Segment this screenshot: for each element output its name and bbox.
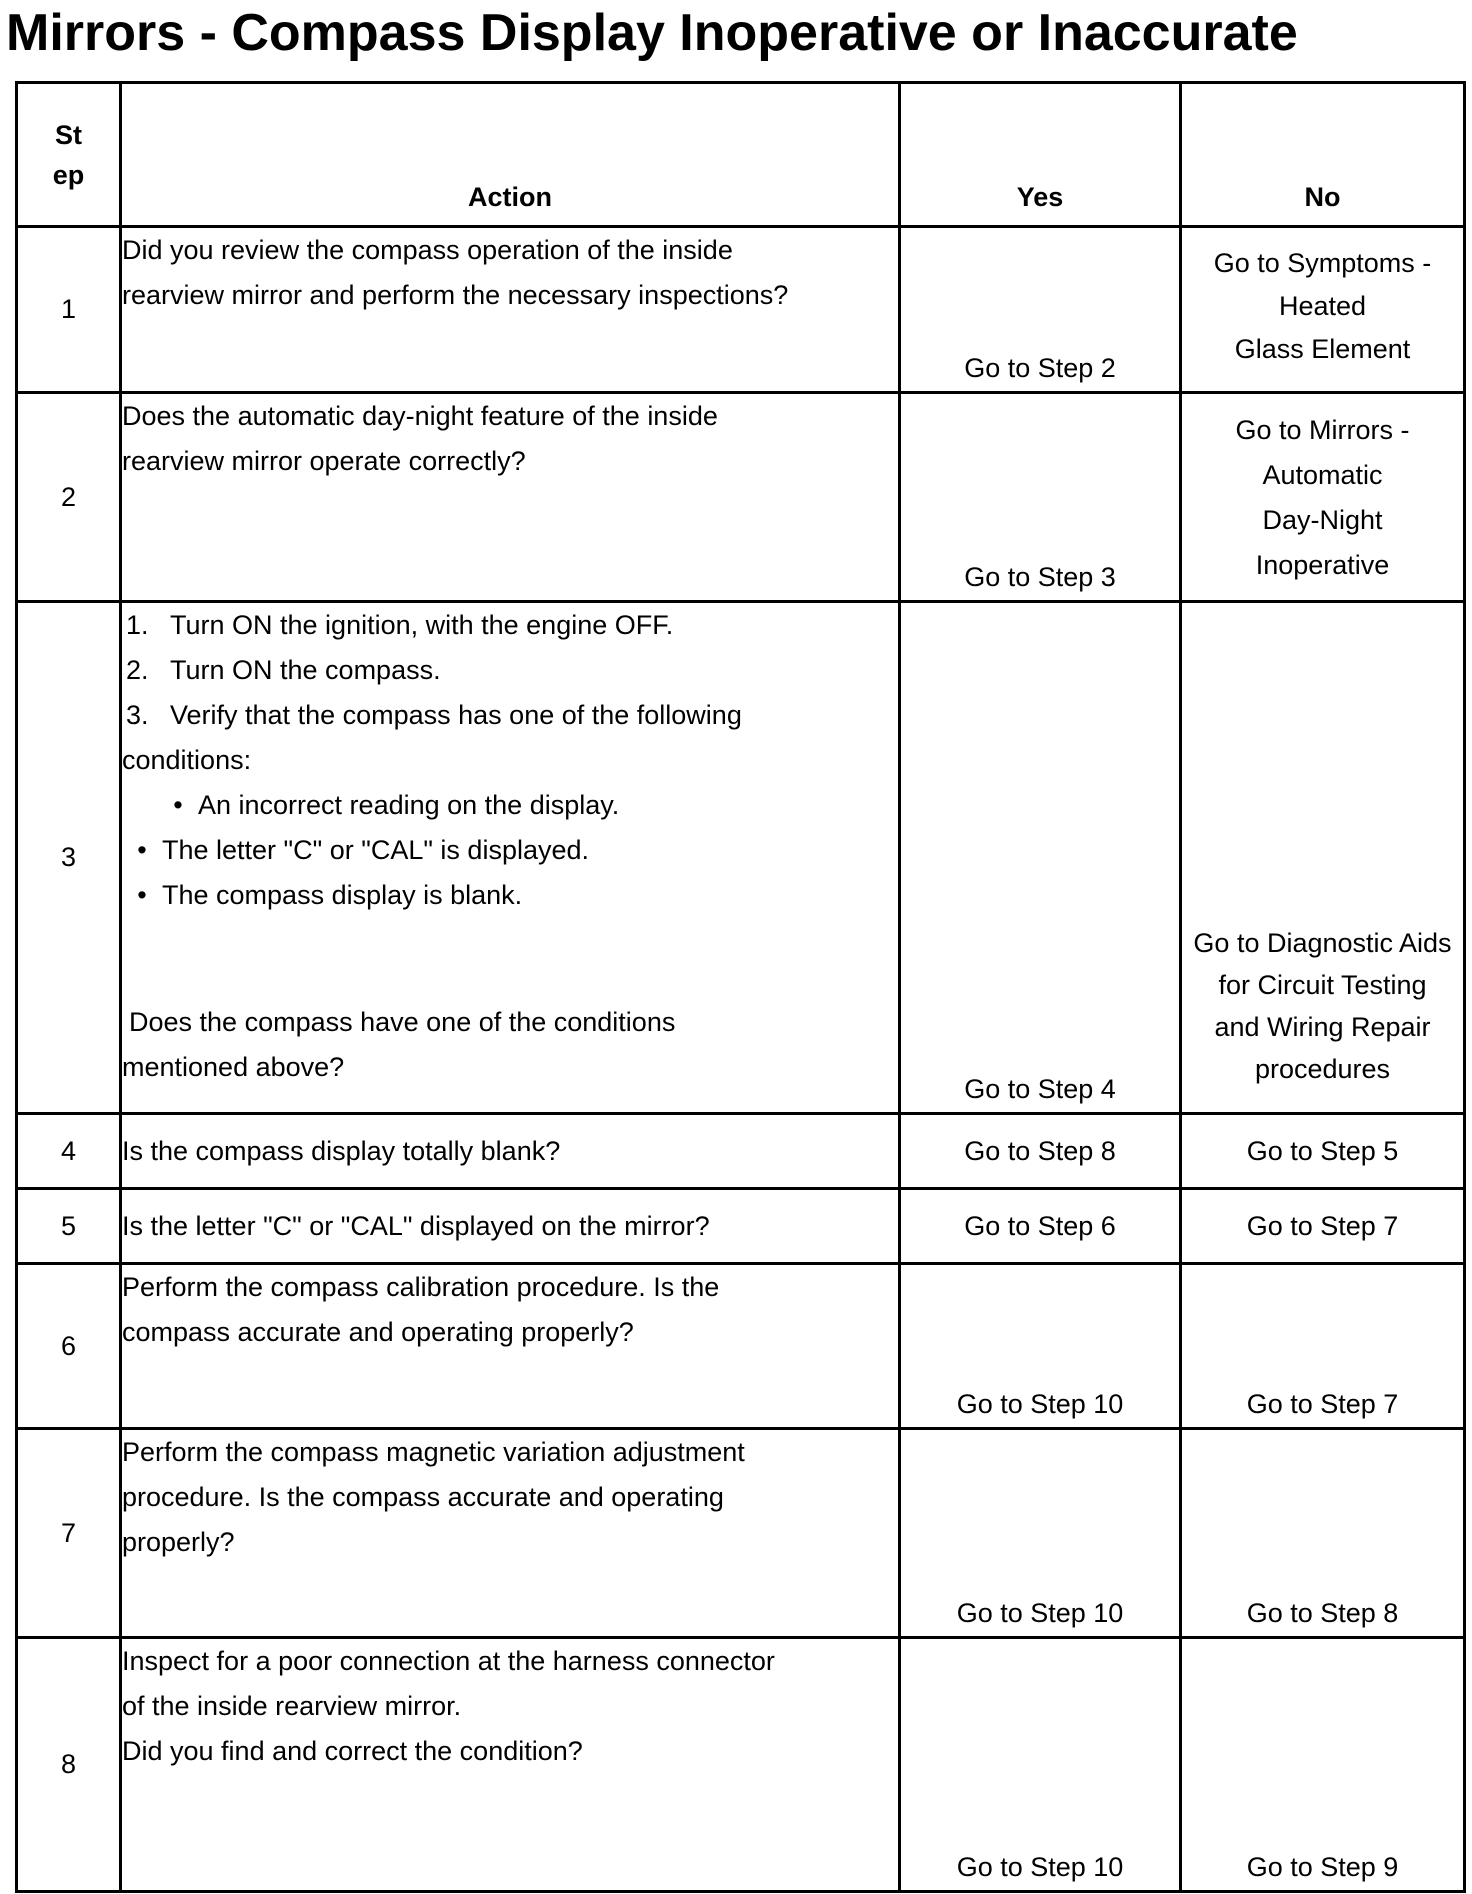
bullet-item [122, 873, 898, 918]
table-row [17, 1189, 1465, 1264]
step-number: 6 [17, 1264, 121, 1429]
action-line: Does the automatic day-night feature of the inside [122, 401, 718, 431]
yes-cell: Go to Step 2 [900, 227, 1181, 393]
table-row [17, 602, 1465, 1114]
step-number: 8 [17, 1638, 121, 1892]
numbered-item [122, 693, 898, 738]
table-row [17, 393, 1465, 602]
no-line: Inoperative [1255, 550, 1390, 580]
header-no: No [1181, 83, 1465, 227]
spacer [122, 918, 898, 1000]
action-cell [121, 1638, 900, 1892]
no-line: and Wiring Repair [1214, 1012, 1431, 1042]
header-row [17, 83, 1465, 227]
no-line: Go to Mirrors - [1235, 415, 1410, 445]
no-cell: Go to Step 8 [1181, 1429, 1465, 1638]
question-line: mentioned above? [122, 1052, 345, 1082]
table-row [17, 1114, 1465, 1189]
action-line: Is the letter "C" or "CAL" displayed on the mirror? [122, 1210, 710, 1241]
bullet-icon: • [173, 790, 183, 820]
diagnostic-table [15, 81, 1466, 1893]
item-text: Verify that the compass has one of the following [170, 700, 742, 730]
action-cell [121, 1429, 900, 1638]
no-line: procedures [1254, 1054, 1391, 1084]
yes-cell: Go to Step 6 [900, 1189, 1181, 1264]
bullet-item [122, 783, 898, 828]
action-line: Did you find and correct the condition? [122, 1736, 583, 1766]
bullet-text: The letter "C" or "CAL" is displayed. [162, 835, 590, 865]
step-number: 3 [17, 602, 121, 1114]
action-line: Is the compass display totally blank? [122, 1135, 561, 1166]
action-line: compass accurate and operating properly? [122, 1317, 634, 1347]
continuation-line: conditions: [122, 745, 252, 775]
action-line: procedure. Is the compass accurate and operating [122, 1482, 724, 1512]
yes-cell: Go to Step 10 [900, 1638, 1181, 1892]
action-line: rearview mirror and perform the necessary inspections? [122, 280, 789, 310]
step-number: 4 [17, 1114, 121, 1189]
step-number: 7 [17, 1429, 121, 1638]
table-row [17, 227, 1465, 393]
step-number: 1 [17, 227, 121, 393]
table-row [17, 1638, 1465, 1892]
page-title: Mirrors - Compass Display Inoperative or Inaccurate [6, 4, 1298, 62]
action-cell [121, 227, 900, 393]
header-yes: Yes [900, 83, 1181, 227]
yes-cell: Go to Step 8 [900, 1114, 1181, 1189]
no-cell [1181, 393, 1465, 602]
no-cell: Go to Step 9 [1181, 1638, 1465, 1892]
question-line: Does the compass have one of the conditions [129, 1007, 676, 1037]
no-line: Day-Night [1262, 505, 1383, 535]
yes-cell: Go to Step 3 [900, 393, 1181, 602]
no-line: for Circuit Testing [1218, 970, 1427, 1000]
action-line: rearview mirror operate correctly? [122, 446, 526, 476]
header-step-line1: St [55, 119, 82, 150]
action-line: Perform the compass magnetic variation adjustment [122, 1437, 745, 1467]
bullet-item [122, 828, 898, 873]
step-number: 5 [17, 1189, 121, 1264]
action-cell [121, 1264, 900, 1429]
no-cell: Go to Step 7 [1181, 1264, 1465, 1429]
table-row [17, 1264, 1465, 1429]
header-step [17, 83, 121, 227]
no-line: Automatic [1262, 460, 1383, 490]
no-line: Go to Diagnostic Aids [1193, 928, 1452, 958]
bullet-icon: • [137, 835, 147, 865]
no-line: Glass Element [1234, 334, 1411, 364]
action-line: Perform the compass calibration procedure. Is the [122, 1272, 720, 1302]
bullet-text: An incorrect reading on the display. [198, 790, 620, 820]
action-line: properly? [122, 1527, 235, 1557]
no-cell [1181, 227, 1465, 393]
bullet-icon: • [137, 880, 147, 910]
numbered-item [122, 603, 898, 648]
header-step-line2: ep [52, 159, 85, 190]
action-cell [121, 602, 900, 1114]
yes-cell: Go to Step 4 [900, 602, 1181, 1114]
header-action: Action [121, 83, 900, 227]
item-text: Turn ON the compass. [170, 655, 441, 685]
numbered-item [122, 648, 898, 693]
no-cell: Go to Step 5 [1181, 1114, 1465, 1189]
action-line: Did you review the compass operation of the inside [122, 235, 733, 265]
no-cell [1181, 602, 1465, 1114]
item-number: 3. [126, 700, 149, 730]
action-line: Inspect for a poor connection at the harness connector [122, 1646, 775, 1676]
action-line: of the inside rearview mirror. [122, 1691, 462, 1721]
no-line: Go to Symptoms - [1213, 248, 1432, 278]
no-line: Heated [1278, 291, 1367, 321]
yes-cell: Go to Step 10 [900, 1429, 1181, 1638]
no-cell: Go to Step 7 [1181, 1189, 1465, 1264]
action-cell [121, 393, 900, 602]
table-row [17, 1429, 1465, 1638]
yes-cell: Go to Step 10 [900, 1264, 1181, 1429]
bullet-text: The compass display is blank. [162, 880, 523, 910]
item-number: 1. [126, 610, 149, 640]
item-number: 2. [126, 655, 149, 685]
action-cell [121, 1114, 900, 1189]
item-text: Turn ON the ignition, with the engine OFF. [170, 610, 674, 640]
action-cell [121, 1189, 900, 1264]
step-number: 2 [17, 393, 121, 602]
